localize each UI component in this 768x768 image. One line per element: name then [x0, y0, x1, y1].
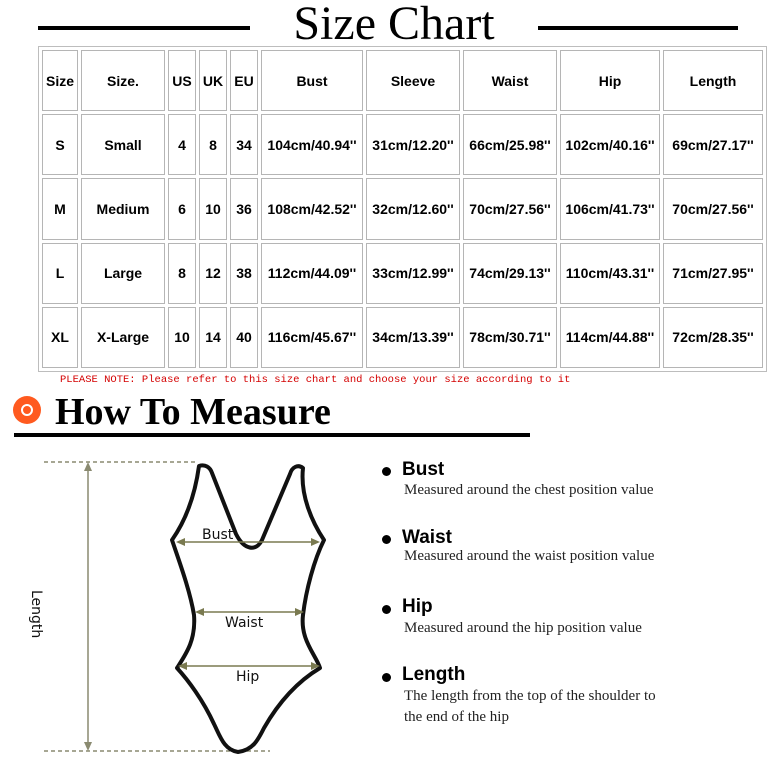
- table-cell: 10: [168, 307, 196, 368]
- bullet-icon: [382, 673, 391, 682]
- header-cell: UK: [199, 50, 227, 111]
- header-cell: Size: [42, 50, 78, 111]
- measure-desc-line1: The length from the top of the shoulder to: [404, 688, 656, 704]
- measure-diagram: [0, 440, 370, 768]
- table-cell: 71cm/27.95'': [663, 243, 763, 304]
- table-cell: 70cm/27.56'': [463, 178, 557, 239]
- length-arrow-top: [84, 462, 92, 471]
- table-cell: 6: [168, 178, 196, 239]
- title-bar: [0, 0, 768, 48]
- table-row: [42, 243, 763, 304]
- table-cell: Large: [81, 243, 165, 304]
- table-cell: 116cm/45.67'': [261, 307, 363, 368]
- header-cell: Length: [663, 50, 763, 111]
- table-cell: 110cm/43.31'': [560, 243, 660, 304]
- swimsuit-outline: [172, 465, 324, 752]
- table-row: [42, 114, 763, 175]
- table-cell: 8: [168, 243, 196, 304]
- table-cell: 66cm/25.98'': [463, 114, 557, 175]
- table-cell: 70cm/27.56'': [663, 178, 763, 239]
- table-cell: 112cm/44.09'': [261, 243, 363, 304]
- table-cell: 33cm/12.99'': [366, 243, 460, 304]
- table-cell: 106cm/41.73'': [560, 178, 660, 239]
- table-row: [42, 307, 763, 368]
- table-cell: 34cm/13.39'': [366, 307, 460, 368]
- bullet-icon: [382, 605, 391, 614]
- table-cell: 32cm/12.60'': [366, 178, 460, 239]
- table-header-row: [42, 50, 763, 111]
- header-cell: Hip: [560, 50, 660, 111]
- section-title: How To Measure: [55, 391, 331, 433]
- table-cell: 114cm/44.88'': [560, 307, 660, 368]
- orange-circle-icon: [13, 396, 41, 424]
- table-cell: L: [42, 243, 78, 304]
- title-rule-right: [538, 26, 738, 30]
- header-cell: Bust: [261, 50, 363, 111]
- bullet-icon: [382, 535, 391, 544]
- swimsuit-diagram: [0, 440, 370, 768]
- table-cell: XL: [42, 307, 78, 368]
- table-cell: Small: [81, 114, 165, 175]
- table-cell: 10: [199, 178, 227, 239]
- table-cell: S: [42, 114, 78, 175]
- diagram-label-waist: Waist: [225, 615, 264, 631]
- page-title: Size Chart: [293, 0, 495, 50]
- size-chart-table: [38, 46, 767, 372]
- diagram-label-bust: Bust: [202, 527, 234, 543]
- measure-desc-line2: the end of the hip: [404, 709, 509, 725]
- table-cell: 78cm/30.71'': [463, 307, 557, 368]
- diagram-label-hip: Hip: [236, 669, 260, 685]
- table-cell: 14: [199, 307, 227, 368]
- header-cell: Size.: [81, 50, 165, 111]
- measure-desc: Measured around the chest position value: [404, 482, 654, 498]
- header-cell: EU: [230, 50, 258, 111]
- measure-name: Waist: [402, 527, 452, 548]
- table-cell: 4: [168, 114, 196, 175]
- table-cell: Medium: [81, 178, 165, 239]
- bullet-icon: [382, 467, 391, 476]
- header-cell: Waist: [463, 50, 557, 111]
- table-cell: 34: [230, 114, 258, 175]
- table-cell: M: [42, 178, 78, 239]
- table-cell: 74cm/29.13'': [463, 243, 557, 304]
- table-cell: 102cm/40.16'': [560, 114, 660, 175]
- table-cell: 31cm/12.20'': [366, 114, 460, 175]
- title-rule-left: [38, 26, 250, 30]
- measure-name: Hip: [402, 596, 433, 617]
- table-row: [42, 178, 763, 239]
- table-cell: 8: [199, 114, 227, 175]
- table-cell: 36: [230, 178, 258, 239]
- table-cell: 40: [230, 307, 258, 368]
- table-cell: 12: [199, 243, 227, 304]
- measure-desc: Measured around the waist position value: [404, 548, 655, 564]
- size-note: PLEASE NOTE: Please refer to this size chart and choose your size according to it: [60, 374, 571, 386]
- section-rule: [14, 433, 530, 437]
- table-cell: 108cm/42.52'': [261, 178, 363, 239]
- diagram-label-length: Length: [28, 590, 44, 639]
- table-cell: X-Large: [81, 307, 165, 368]
- measure-name: Length: [402, 664, 466, 685]
- table-cell: 38: [230, 243, 258, 304]
- header-cell: Sleeve: [366, 50, 460, 111]
- length-arrow-bottom: [84, 742, 92, 751]
- table-cell: 104cm/40.94'': [261, 114, 363, 175]
- header-cell: US: [168, 50, 196, 111]
- measure-desc: Measured around the hip position value: [404, 620, 642, 636]
- table-cell: 69cm/27.17'': [663, 114, 763, 175]
- table-cell: 72cm/28.35'': [663, 307, 763, 368]
- measure-name: Bust: [402, 459, 445, 480]
